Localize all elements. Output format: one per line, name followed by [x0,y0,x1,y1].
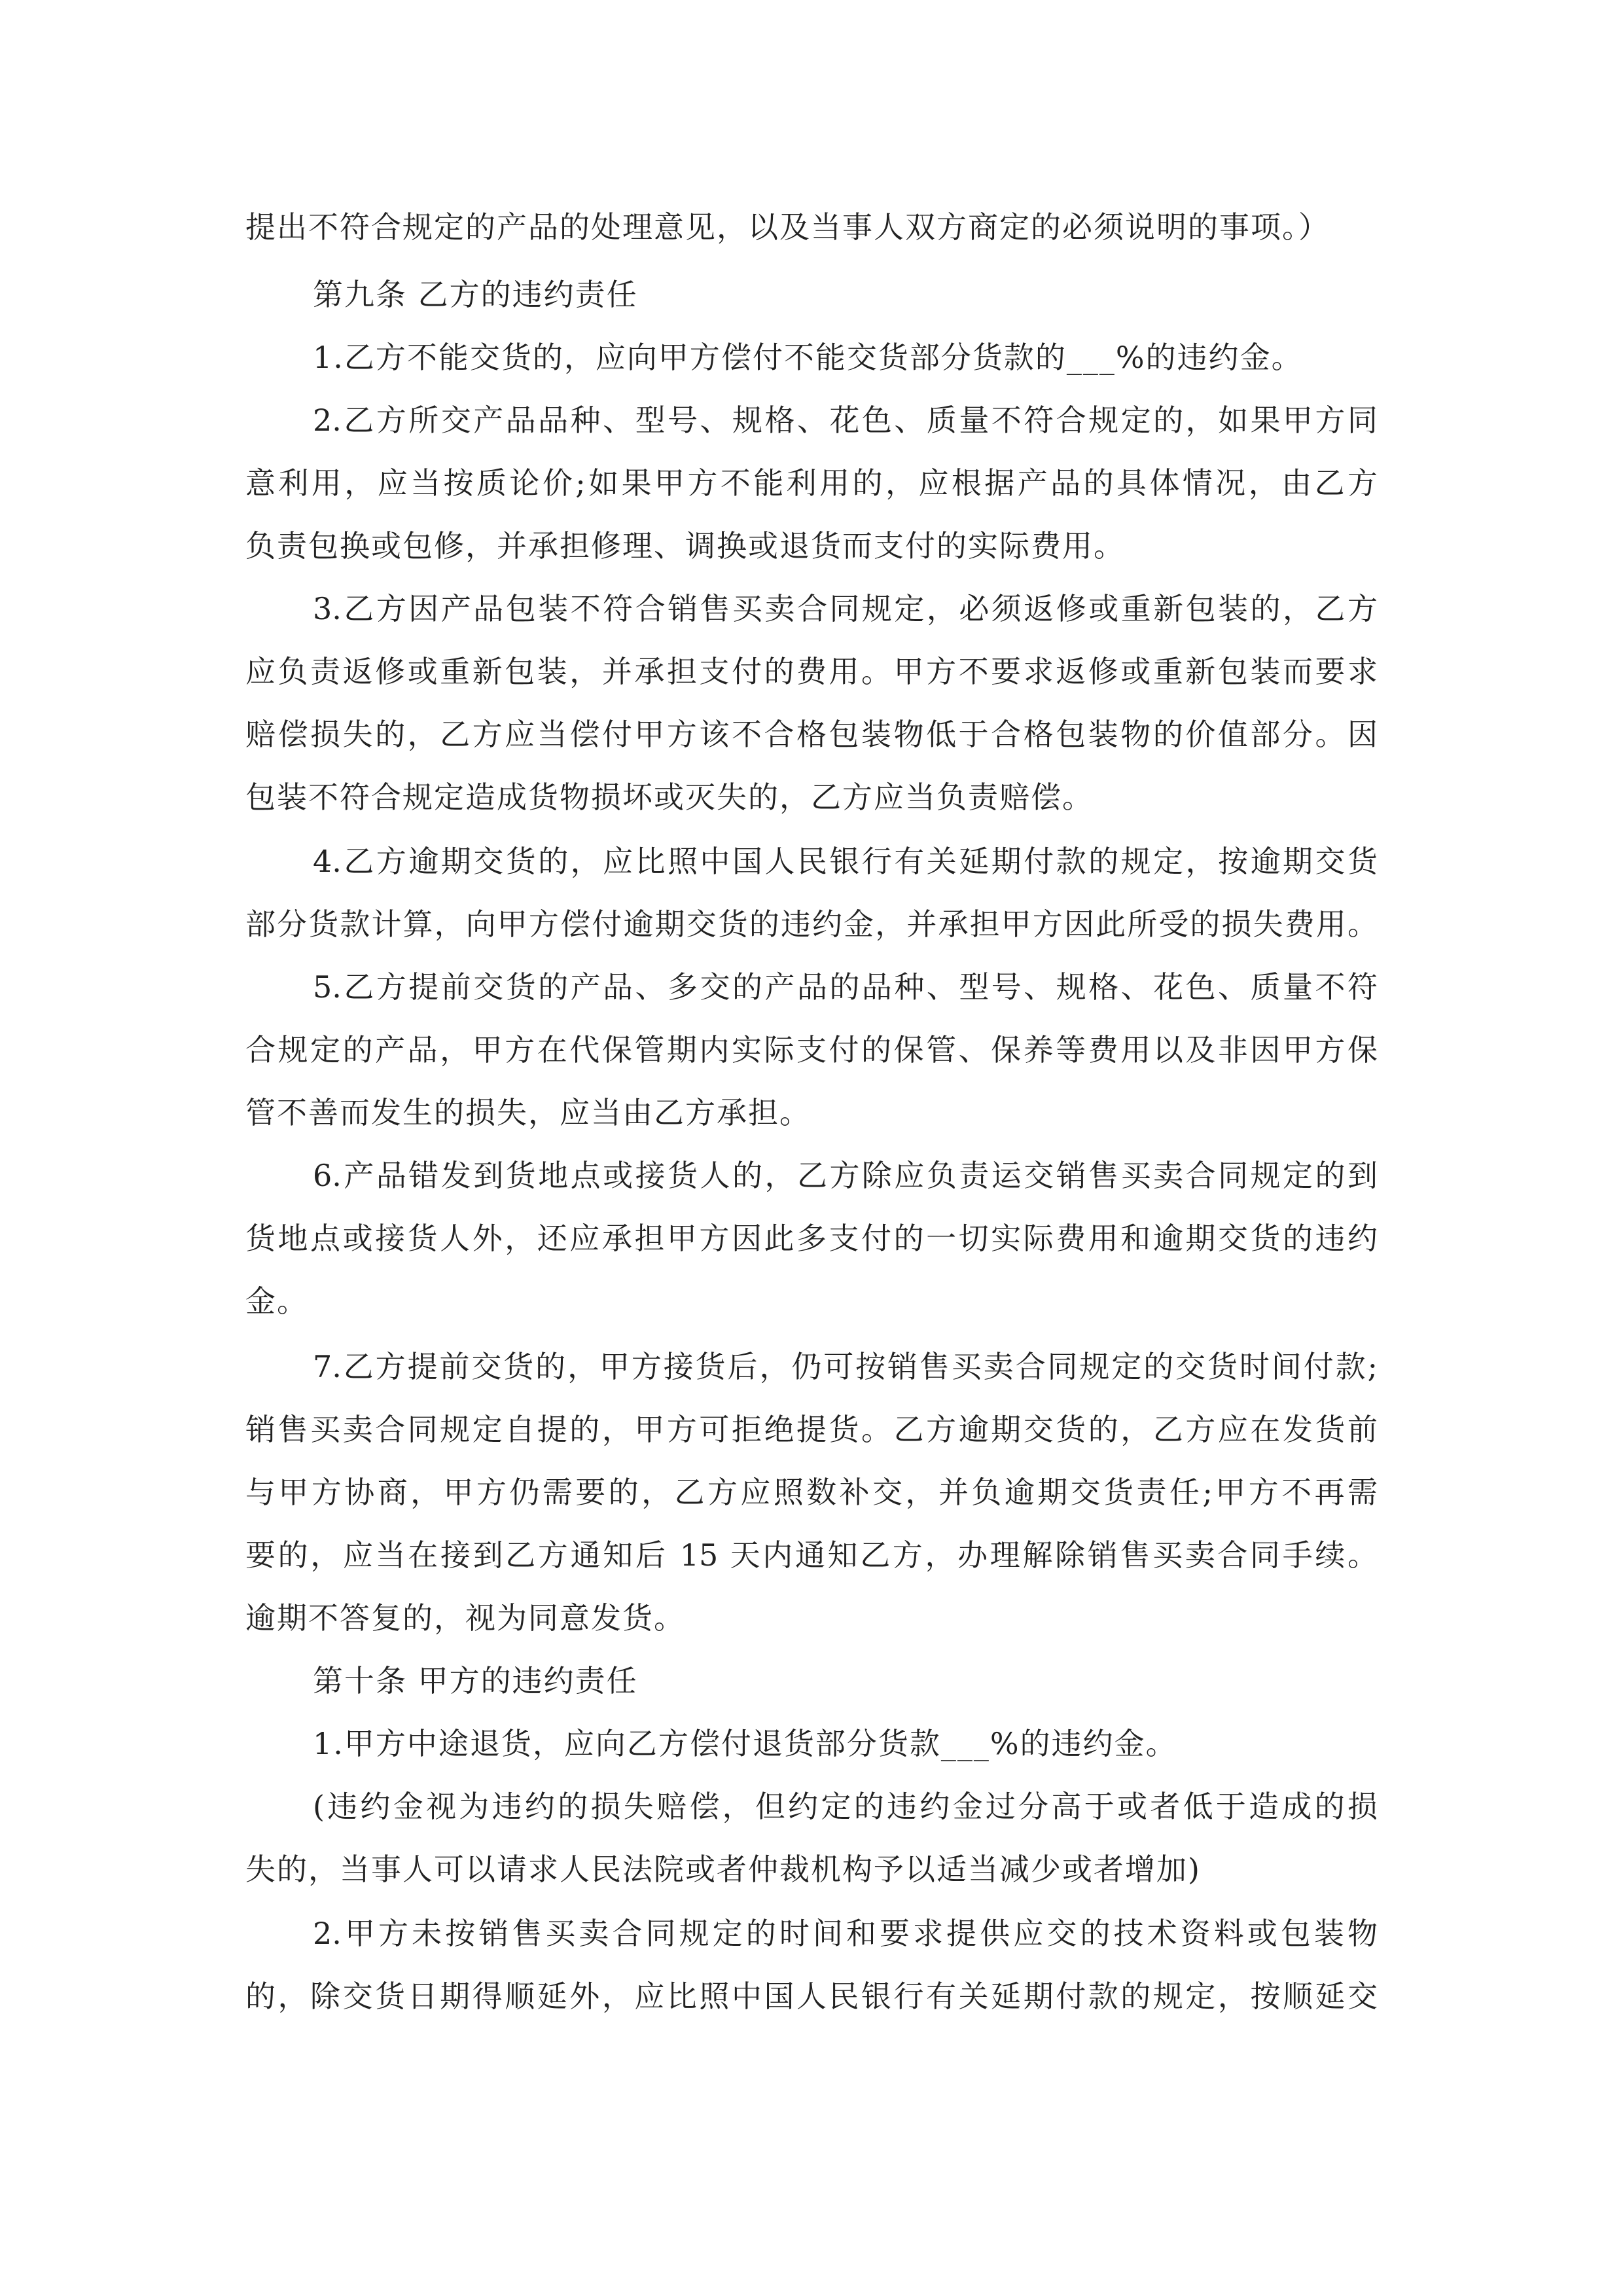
text-line: 包装不符合规定造成货物损坏或灭失的，乙方应当负责赔偿。 [245,780,1094,815]
text-line: 1.乙方不能交货的，应向甲方偿付不能交货部分货款的___%的违约金。 [313,340,1303,375]
text-line: 货地点或接货人外，还应承担甲方因此多支付的一切实际费用和逾期交货的违约 [245,1221,1378,1256]
text-line: 销售买卖合同规定自提的，甲方可拒绝提货。乙方逾期交货的，乙方应在发货前 [245,1412,1378,1447]
section-heading: 第十条 甲方的违约责任 [313,1663,638,1698]
text-line: 逾期不答复的，视为同意发货。 [245,1600,685,1636]
text-line: (违约金视为违约的损失赔偿，但约定的违约金过分高于或者低于造成的损 [313,1789,1378,1824]
text-line: 应负责返修或重新包装，并承担支付的费用。甲方不要求返修或重新包装而要求 [245,654,1378,689]
text-line: 金。 [245,1283,308,1319]
text-line: 的，除交货日期得顺延外，应比照中国人民银行有关延期付款的规定，按顺延交 [245,1979,1378,2014]
text-line: 2.甲方未按销售买卖合同规定的时间和要求提供应交的技术资料或包装物 [313,1916,1378,1951]
text-line: 失的，当事人可以请求人民法院或者仲裁机构予以适当减少或者增加) [245,1852,1201,1887]
text-line: 2.乙方所交产品品种、型号、规格、花色、质量不符合规定的，如果甲方同 [313,403,1378,438]
text-line: 7.乙方提前交货的，甲方接货后，仍可按销售买卖合同规定的交货时间付款; [313,1349,1378,1384]
text-line: 提出不符合规定的产品的处理意见，以及当事人双方商定的必须说明的事项。） [245,209,1330,245]
section-heading: 第九条 乙方的违约责任 [313,277,638,312]
text-line: 赔偿损失的，乙方应当偿付甲方该不合格包装物低于合格包装物的价值部分。因 [245,717,1378,752]
text-line: 要的，应当在接到乙方通知后 15 天内通知乙方，办理解除销售买卖合同手续。 [245,1537,1378,1573]
text-line: 4.乙方逾期交货的，应比照中国人民银行有关延期付款的规定，按逾期交货 [313,844,1378,879]
text-line: 5.乙方提前交货的产品、多交的产品的品种、型号、规格、花色、质量不符 [313,969,1378,1005]
text-line: 1.甲方中途退货，应向乙方偿付退货部分货款___%的违约金。 [313,1726,1177,1761]
text-line: 与甲方协商，甲方仍需要的，乙方应照数补交，并负逾期交货责任;甲方不再需 [245,1475,1378,1510]
text-line: 6.产品错发到货地点或接货人的，乙方除应负责运交销售买卖合同规定的到 [313,1158,1378,1193]
text-line: 管不善而发生的损失，应当由乙方承担。 [245,1095,811,1130]
text-line: 负责包换或包修，并承担修理、调换或退货而支付的实际费用。 [245,528,1125,564]
text-line: 部分货款计算，向甲方偿付逾期交货的违约金，并承担甲方因此所受的损失费用。 [245,906,1378,942]
text-line: 合规定的产品，甲方在代保管期内实际支付的保管、保养等费用以及非因甲方保 [245,1032,1378,1067]
text-line: 意利用，应当按质论价;如果甲方不能利用的，应根据产品的具体情况，由乙方 [245,465,1378,501]
text-line: 3.乙方因产品包装不符合销售买卖合同规定，必须返修或重新包装的，乙方 [313,591,1378,626]
